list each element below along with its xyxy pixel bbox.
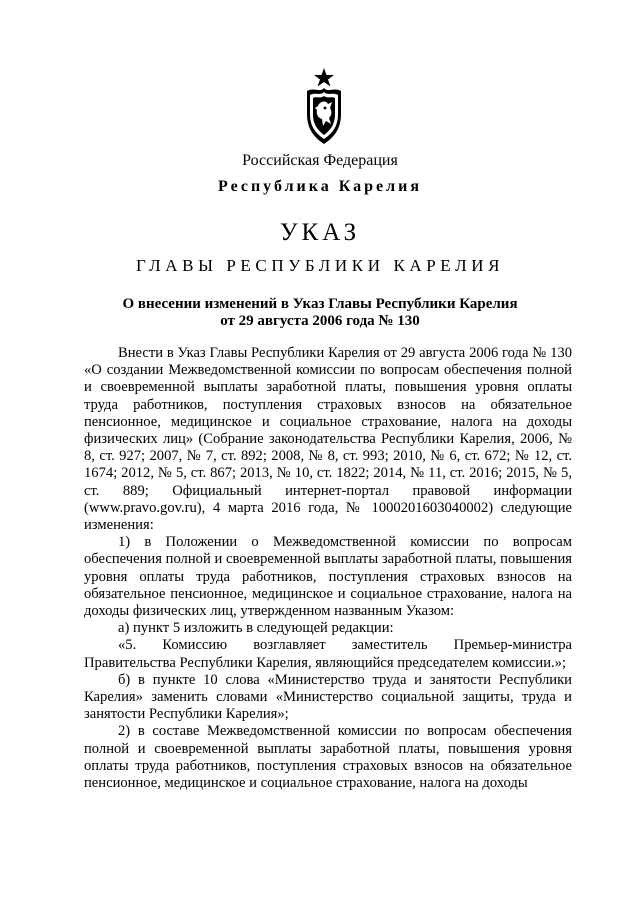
decree-title xyxy=(0,296,640,330)
document-type: УКАЗ xyxy=(279,219,361,246)
paragraph-item-1: 1) в Положении о Межведомственной комиссии по вопросам обеспечения полной и своевременной выплаты заработной платы, повышения уровня оплаты труда работников, поступления страховых взносов на обязательное пенсионное, медицинское и социальное страхование, налога на доходы физических лиц, утвержденном названным Указом: xyxy=(84,534,572,620)
paragraph-item-1a-text: «5. Комиссию возглавляет заместитель Премьер-министра Правительства Республики Карелия, являющийся председателем комиссии.»; xyxy=(84,637,572,671)
paragraph-item-1b: б) в пункте 10 слова «Министерство труда и занятости Республики Карелия» заменить словами «Министерство социальной защиты, труда и занятости Республики Карелия»; xyxy=(84,671,572,723)
decree-title-line-1: О внесении изменений в Указ Главы Республики Карелия xyxy=(122,296,518,312)
decree-title-line-2: от 29 августа 2006 года № 130 xyxy=(220,313,420,329)
republic-name: Республика Карелия xyxy=(218,178,422,195)
coat-of-arms-emblem xyxy=(299,68,349,146)
paragraph-item-1a: а) пункт 5 изложить в следующей редакции: xyxy=(118,620,394,637)
paragraph-item-2: 2) в составе Межведомственной комиссии по вопросам обеспечения полной и своевременной выплаты заработной платы, повышения уровня оплаты труда работников, поступления страховых взносов на обязательное пенсионное, медицинское и социальное страхование, налога на доходы xyxy=(84,723,572,792)
issuing-office: ГЛАВЫ РЕСПУБЛИКИ КАРЕЛИЯ xyxy=(135,256,505,275)
decree-body xyxy=(84,345,572,792)
paragraph-intro: Внести в Указ Главы Республики Карелия от 29 августа 2006 года № 130 «О создании Межведомственной комиссии по вопросам обеспечения полной и своевременной выплаты заработной платы, повышения уровня оплаты труда работников, поступления страховых взносов на обязательное пенсионное, медицинское и социальное страхование, налога на доходы физических лиц» (Собрание законодательства Республики Карелия, 2006, № 8, ст. 927; 2007, № 7, ст. 892; 2008, № 8, ст. 993; 2010, № 6, ст. 672; № 12, ст. 1674; 2012, № 5, ст. 867; 2013, № 10, ст. 1822; 2014, № 11, ст. 2016; 2015, № 5, ст. 889; Официальный интернет-портал правовой информации (www.pravo.gov.ru), 4 марта 2016 года, № 1000201603040002) следующие изменения: xyxy=(84,345,572,534)
country-name: Российская Федерация xyxy=(242,152,398,169)
